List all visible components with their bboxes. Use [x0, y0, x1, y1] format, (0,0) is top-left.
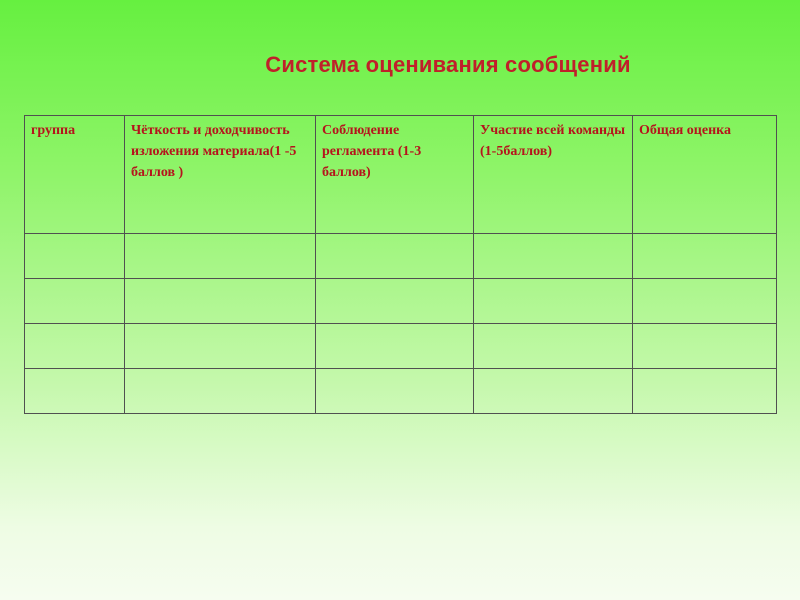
table-cell[interactable] — [474, 234, 633, 279]
table-cell[interactable] — [633, 324, 777, 369]
table-cell[interactable] — [474, 279, 633, 324]
table-cell[interactable] — [125, 279, 316, 324]
slide-title: Система оценивания сообщений — [265, 52, 631, 77]
grading-table — [24, 115, 777, 414]
table-cell[interactable] — [474, 324, 633, 369]
header-team-participation: Участие всей команды (1-5баллов) — [474, 116, 633, 234]
table-row — [25, 369, 777, 414]
table-row — [25, 324, 777, 369]
table-cell[interactable] — [125, 369, 316, 414]
table-cell[interactable] — [316, 234, 474, 279]
header-time-limit: Соблюдение регламента (1-3 баллов) — [316, 116, 474, 234]
table-cell[interactable] — [474, 369, 633, 414]
table-cell[interactable] — [633, 279, 777, 324]
table-row — [25, 234, 777, 279]
header-clarity: Чёткость и доходчивость изложения материала(1 -5 баллов ) — [125, 116, 316, 234]
table-cell[interactable] — [25, 279, 125, 324]
table-cell[interactable] — [316, 279, 474, 324]
table-cell[interactable] — [25, 369, 125, 414]
table-cell[interactable] — [125, 234, 316, 279]
table-row — [25, 279, 777, 324]
table-cell[interactable] — [25, 324, 125, 369]
header-total-score: Общая оценка — [633, 116, 777, 234]
table-cell[interactable] — [316, 369, 474, 414]
table-cell[interactable] — [316, 324, 474, 369]
table-cell[interactable] — [633, 234, 777, 279]
table-cell[interactable] — [633, 369, 777, 414]
table-cell[interactable] — [125, 324, 316, 369]
table-header-row — [25, 116, 777, 234]
table-cell[interactable] — [25, 234, 125, 279]
header-group: группа — [25, 116, 125, 234]
